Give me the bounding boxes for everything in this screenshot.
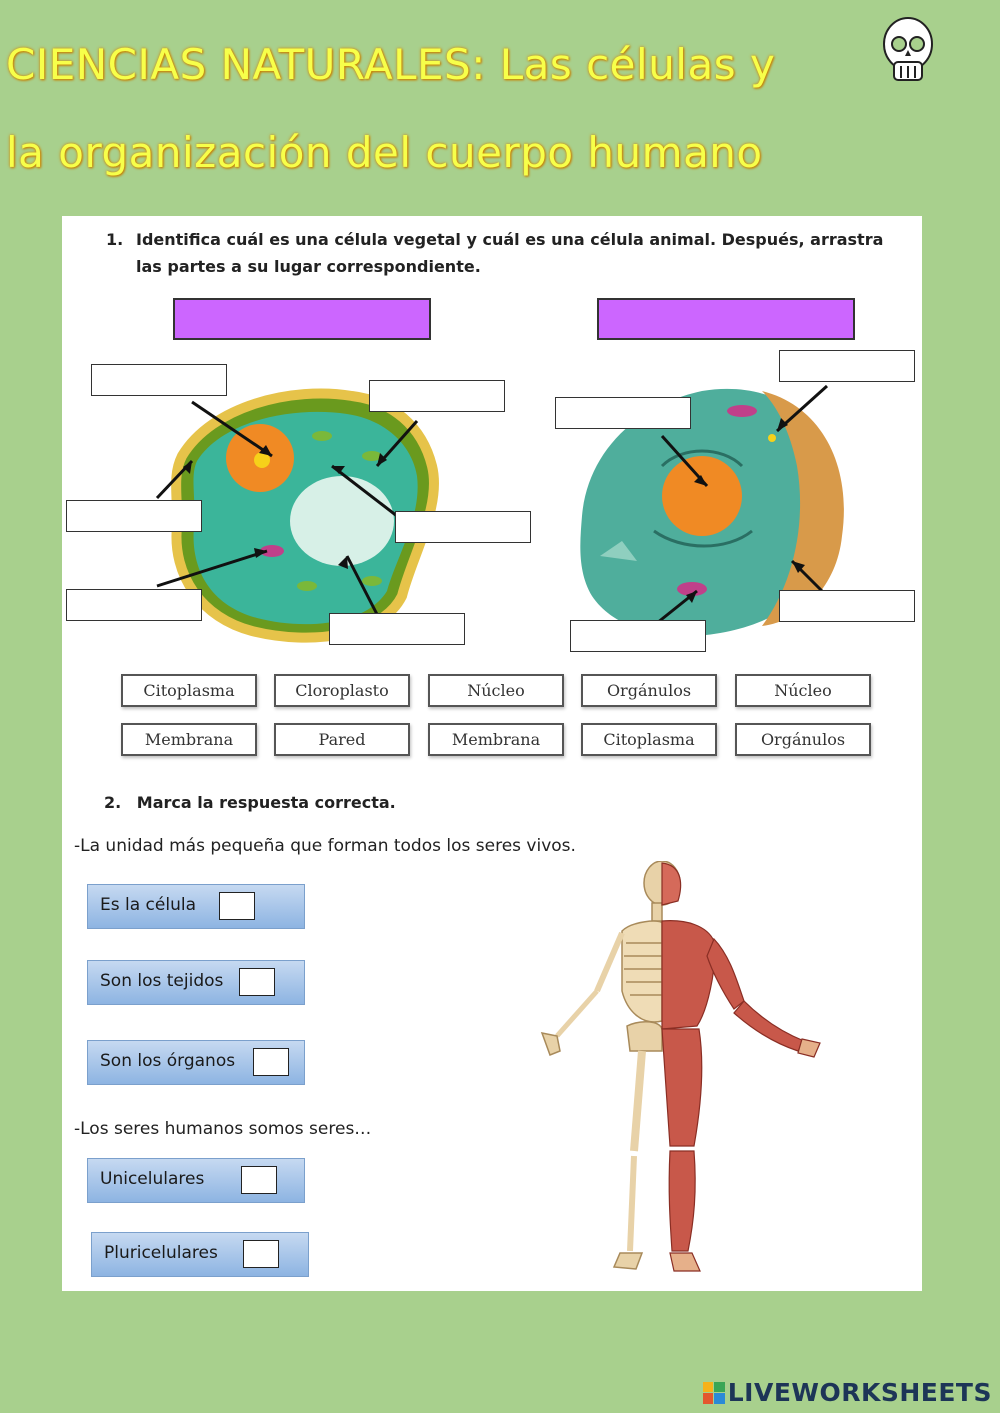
cell-type-dropzone-right[interactable] — [597, 298, 855, 340]
instruction-2-text: Marca la respuesta correcta. — [136, 793, 396, 812]
animal-label-drop-4[interactable] — [570, 620, 706, 652]
plant-label-drop-4[interactable] — [395, 511, 531, 543]
animal-label-drop-3[interactable] — [779, 590, 915, 622]
brand-name: LIVEWORKSHEETS — [727, 1378, 992, 1407]
word-tile-citoplasma[interactable]: Citoplasma — [121, 674, 257, 707]
muscle-half — [662, 863, 820, 1271]
option-es-la-celula[interactable] — [87, 884, 305, 929]
word-tile-membrana-2[interactable]: Membrana — [428, 723, 564, 756]
word-tile-nucleo[interactable]: Núcleo — [428, 674, 564, 707]
answer-checkbox[interactable] — [253, 1048, 289, 1076]
animal-label-drop-1[interactable] — [555, 397, 691, 429]
plant-label-drop-3[interactable] — [66, 500, 202, 532]
option-son-los-organos[interactable] — [87, 1040, 305, 1085]
plant-label-drop-5[interactable] — [66, 589, 202, 621]
option-unicelulares[interactable] — [87, 1158, 305, 1203]
liveworksheets-logo — [703, 1378, 992, 1407]
word-tile-organulos-2[interactable]: Orgánulos — [735, 723, 871, 756]
question-number-2: 2. — [104, 793, 122, 812]
worksheet — [62, 216, 922, 1291]
question-2-prompt: -Los seres humanos somos seres… — [74, 1119, 372, 1139]
question-1-prompt: -La unidad más pequeña que forman todos los seres vivos. — [74, 836, 576, 856]
skeleton-half — [542, 861, 680, 1269]
word-tile-cloroplasto[interactable]: Cloroplasto — [274, 674, 410, 707]
page-title-line-2: la organización del cuerpo humano — [6, 128, 763, 177]
word-tile-organulos[interactable]: Orgánulos — [581, 674, 717, 707]
instruction-1-text: Identifica cuál es una célula vegetal y cuál es una célula animal. Después, arrastra las partes a su lugar correspondiente. — [136, 230, 884, 276]
plant-label-drop-6[interactable] — [329, 613, 465, 645]
answer-checkbox[interactable] — [239, 968, 275, 996]
option-label: Son los órganos — [100, 1051, 236, 1071]
word-tile-citoplasma-2[interactable]: Citoplasma — [581, 723, 717, 756]
answer-checkbox[interactable] — [243, 1240, 279, 1268]
word-tile-membrana[interactable]: Membrana — [121, 723, 257, 756]
answer-checkbox[interactable] — [219, 892, 255, 920]
word-tile-pared[interactable]: Pared — [274, 723, 410, 756]
answer-checkbox[interactable] — [241, 1166, 277, 1194]
page-title-line-1: CIENCIAS NATURALES: Las células y — [6, 40, 776, 89]
liveworksheets-logo-icon — [703, 1382, 725, 1404]
instruction-1 — [106, 226, 906, 280]
option-pluricelulares[interactable] — [91, 1232, 309, 1277]
human-body-anatomy-image — [502, 861, 832, 1281]
option-label: Pluricelulares — [104, 1243, 218, 1263]
animal-label-drop-2[interactable] — [779, 350, 915, 382]
question-number-1: 1. — [106, 230, 124, 249]
option-label: Es la célula — [100, 895, 196, 915]
plant-label-drop-1[interactable] — [91, 364, 227, 396]
word-tile-nucleo-2[interactable]: Núcleo — [735, 674, 871, 707]
plant-label-drop-2[interactable] — [369, 380, 505, 412]
option-label: Son los tejidos — [100, 971, 224, 991]
option-label: Unicelulares — [100, 1169, 205, 1189]
cell-type-dropzone-left[interactable] — [173, 298, 431, 340]
option-son-los-tejidos[interactable] — [87, 960, 305, 1005]
instruction-2 — [104, 793, 396, 812]
skull-icon — [878, 16, 938, 86]
